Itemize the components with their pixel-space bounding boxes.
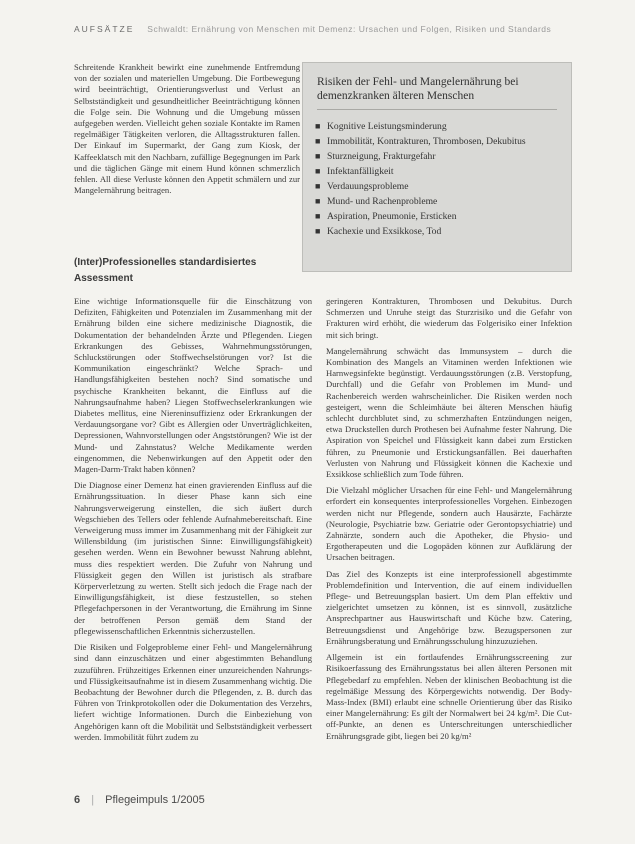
square-bullet-icon: ■ [315,136,321,146]
square-bullet-icon: ■ [315,166,321,176]
body-paragraph: Mangelernährung schwächt das Immunsystem – durch die Kombination des Mangels an Vitaminen werden Infektionen wie Harnwegsinfekte begünstigt. Verdauungsstörungen (z.B. Verstopfung, Durchfall) und die Gefahr von Problemen im Mund- und Rachenbereich werden wahrscheinlicher. Die Risiken werden noch gesteigert, wenn die Schleimhäute bei älteren Menschen häufig schlecht durchblutet sind, zu schmerzhaften Entzündungen neigen, etwa Druckstellen durch Prothesen bei Aufnahme fester Nahrung. Die Aspiration von Speichel und Flüssigkeit kann dabei zum Ersticken führen, zu Pneumonie und Erstickungsanfällen. Bei dauerhaften Verlusten von Nahrung und Flüssigkeit können die Kachexie und Exsikkose schließlich zum Tode führen. [326,345,572,480]
body-paragraph: geringeren Kontrakturen, Thrombosen und Dekubitus. Durch Schmerzen und Unruhe steigt das Sturzrisiko und die Gefahr von Frakturen wird erhöht, die wiederum das Folgerisiko einer Infektion mit sich bringt. [326,296,572,340]
risk-box-title: Risiken der Fehl- und Mangelernährung bei demenzkranken älteren Menschen [317,76,519,102]
page-number: 6 [74,794,81,806]
body-paragraph: Allgemein ist ein fortlaufendes Ernährungsscreening zur Risikoerfassung des Ernährungsstatus bei allen älteren Personen mit Pflegebedarf zu empfehlen. Neben der klinischen Beobachtung ist die regelmäßige Messung des Körpergewichts notwendig. Der Body-Mass-Index (BMI) erlaubt eine schnelle Orientierung über das Risiko einer Mangelernährung: Es gilt der Normalwert bei 24 kg/m². Die Cut-off-Punkte, an denen es Unterschreitungen unterschiedlicher Ernährungsgrade gibt, liegen bei 20 kg/m² [326,652,572,741]
square-bullet-icon: ■ [315,151,321,161]
square-bullet-icon: ■ [315,121,321,131]
intro-column [74,62,300,201]
risk-item: ■ Mund- und Rachenprobleme [315,196,438,207]
risk-item: ■ Infektanfälligkeit [315,166,394,177]
square-bullet-icon: ■ [315,181,321,191]
page-footer [74,794,374,812]
intro-paragraph: Schreitende Krankheit bewirkt eine zunehmende Entfremdung von der sozialen und materiellen Umgebung. Die Fortbewegung wird beeinträchtigt, Orientierungsverlust und Verlust an Selbstständigkeit und gesundheitlicher Beeinträchtigung können die Folge sein. Die Wohnung und die Umgebung müssen aufgegeben werden. Vielleicht gehen soziale Kontakte im Ramen regelmäßiger Tätigkeiten verloren, die Alltagsstrukturen fallen. Der Einkauf im Supermarkt, der Gang zum Kiosk, der Kaffeeklatsch mit den Nachbarn, zufällige Begegnungen im Park und die täglichen Gänge mit einem Hund können schmerzlich fehlen. All diese Verluste können den Appetit schmälern und zur Mangelernährung beitragen. [74,62,300,196]
risk-list [315,119,565,239]
section-label: AUFSÄTZE [74,24,135,34]
risk-item: ■ Aspiration, Pneumonie, Ersticken [315,211,457,222]
body-paragraph: Das Ziel des Konzepts ist eine interprofessionell abgestimmte Problemdefinition und Intervention, die auf einem individuellen Pflege- und Betreuungsplan basiert. Um dem Plan effektiv und zielgerichtet umsetzen zu können, ist es sinnvoll, zusätzliche Ansprechpartner aus Hauswirtschaft und Küche bzw. Catering, Betreuungsdienst und Angehörige bzw. Bezugspersonen zur Ernährungsberatung und Ernährungsschulung hinzuzuziehen. [326,568,572,646]
right-column [326,296,572,747]
box-divider [317,109,557,110]
running-header [74,24,594,38]
risk-item: ■ Kognitive Leistungsminderung [315,121,447,132]
risk-item: ■ Immobilität, Kontrakturen, Thrombosen, Dekubitus [315,136,526,147]
footer-separator: | [91,794,95,806]
risk-item: ■ Verdauungsprobleme [315,181,409,192]
risk-info-box [302,62,572,272]
body-paragraph: Die Vielzahl möglicher Ursachen für eine Fehl- und Mangelernährung erfordert ein konsequentes interprofessionelles Vorgehen. Einbezogen werden nicht nur Pflegende, sondern auch Hausärzte, Fachärzte (Neurologie, Psychiatrie bzw. Geriatrie oder Gerontopsychiatrie) und Zahnärzte, sondern auch die Apotheker, die Physio- und Ergotherapeuten und die Logopäden können zur Aufklärung der Ursachen beitragen. [326,485,572,563]
body-paragraph: Eine wichtige Informationsquelle für die Einschätzung von Defiziten, Fähigkeiten und Potenzialen im Zusammenhang mit der Ernährung bilden eine sichere medizinische Diagnostik, die Dokumentation der behandelnden Ärzte und Pflegenden. Liegen Erkrankungen des Gebisses, Wahrnehmungsstörungen, Schluckstörungen oder Stoffwechselstörungen vor? Ist die Kommunikation eingeschränkt? Welche Sprach- und Handlungsfähigkeiten bestehen noch? Sind somatische und psychische Krankheiten bekannt, die Einfluss auf die Nahrungsaufnahme haben? Liegen Stoffwechselerkrankungen wie Diabetes mellitus, eine Niereninsuffizienz oder Erkrankungen der Verdauungsorgane vor? Gibt es Allergien oder Unverträglichkeiten, Depressionen, Wahnvorstellungen oder Angststörungen? Wie ist der Mund- und Zahnstatus? Welche Medikamente werden eingenommen, die Nebenwirkungen auf den Appetit oder den Magen-Darm-Trakt haben können? [74,296,312,475]
risk-item: ■ Sturzneigung, Frakturgefahr [315,151,436,162]
square-bullet-icon: ■ [315,196,321,206]
section-heading: (Inter)Professionelles standardisiertes Assessment [74,257,257,284]
square-bullet-icon: ■ [315,226,321,236]
header-subtitle: Schwaldt: Ernährung von Menschen mit Demenz: Ursachen und Folgen, Risiken und Standards [147,24,552,34]
body-paragraph: Die Diagnose einer Demenz hat einen gravierenden Einfluss auf die Ernährungssituation. In dieser Phase kann sich eine Nahrungsverweigerung einstellen, die sich äußert durch Wegschieben des Tellers oder fehlende Aufnahmebereitschaft. Eine Verweigerung muss immer im Zusammenhang mit der Fähigkeit zur Willensbildung (im juristischen Sinne: Einwilligungsfähigkeit) gesehen werden. Wenn ein Bewohner bewusst Nahrung ablehnt, muss dies respektiert werden. Die Zufuhr von Nahrung und Flüssigkeit gegen den Willen ist juristisch als strafbare Körperverletzung zu werten. Stellt sich jedoch die Frage nach der Einwilligungsfähigkeit, ist diese festzustellen, so stehen Pflegefachpersonen in der Verantwortung, die Ernährung im Sinne der betroffenen Person gemäß dem Stand der pflegewissenschaftlichen Erkenntnis sicherzustellen. [74,480,312,636]
risk-item: ■ Kachexie und Exsikkose, Tod [315,226,442,237]
square-bullet-icon: ■ [315,211,321,221]
journal-name: Pflegeimpuls 1/2005 [105,794,205,806]
left-column [74,296,312,748]
body-paragraph: Die Risiken und Folgeprobleme einer Fehl- und Mangelernährung sind dann einzuschätzen und einer abgestimmten Behandlung zuzuführen. Frühzeitiges Erkennen einer unzureichenden Nahrungs- und Flüssigkeitsaufnahme ist in diesem Zusammenhang wichtig. Die Beobachtung der Bewohner durch die Pflegenden, z. B. durch das Führen von Trinkprotokollen oder die Dokumentation des Verzehrs, liefert wichtige Informationen. Durch die Einbeziehung von Angehörigen kann oft die Mobilität und Selbstständigkeit verbessert werden. Immobilität führt zudem zu [74,642,312,742]
